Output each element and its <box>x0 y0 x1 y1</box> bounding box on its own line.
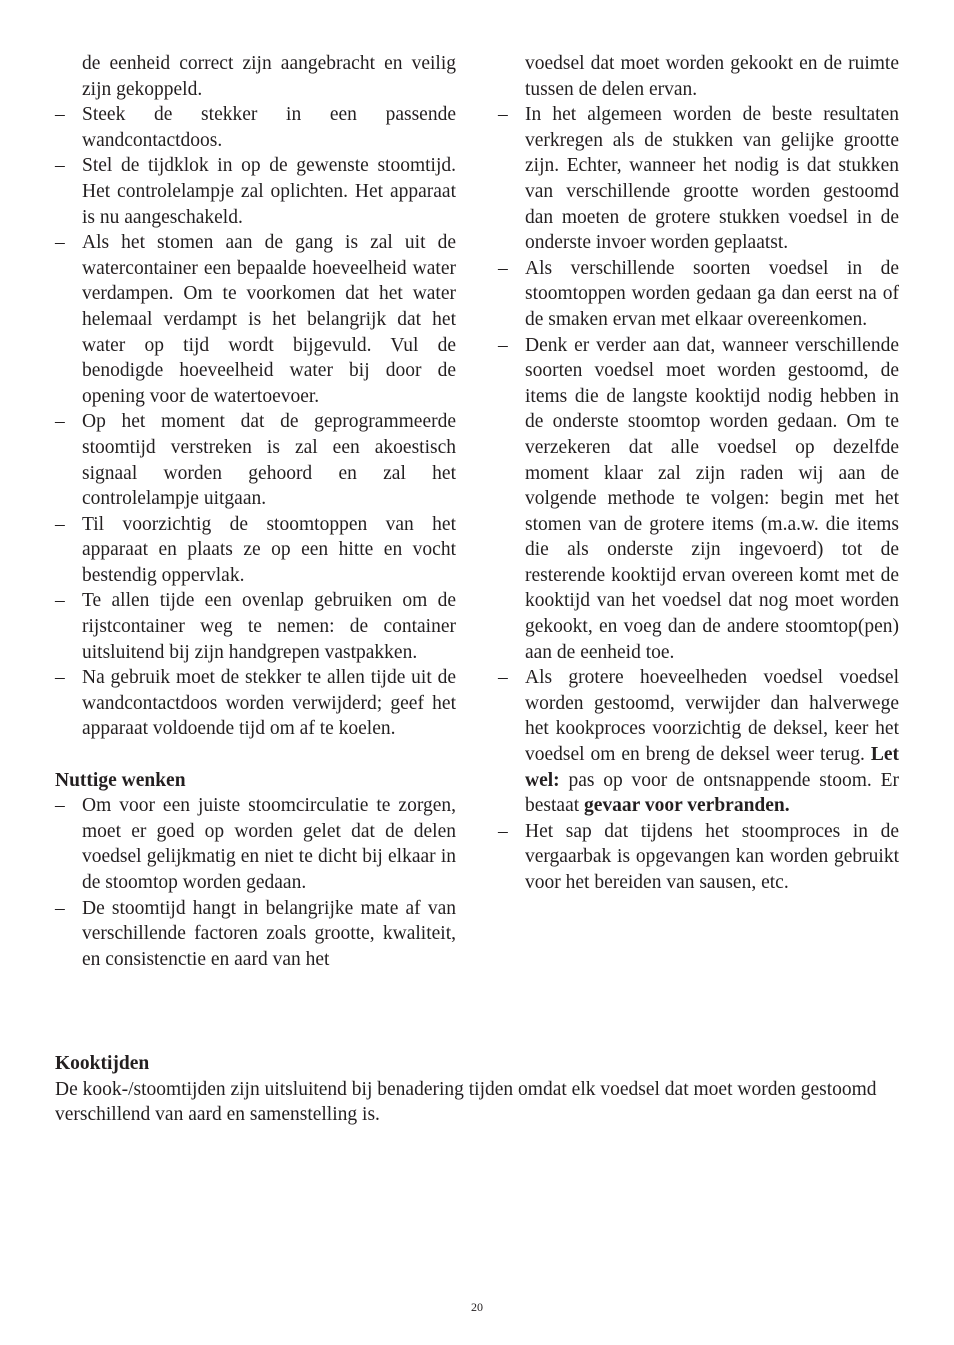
bullet-dash: – <box>498 334 508 356</box>
danger-warning: gevaar voor verbranden. <box>584 795 790 817</box>
list-item <box>55 665 456 742</box>
list-item-text: Op het moment dat de geprogrammeerde stoomtijd verstreken is zal een akoestisch signaal worden gehoord en zal het controlelampje uitgaan. <box>82 411 456 510</box>
list-item-text: Als verschillende soorten voedsel in de stoomtoppen worden gedaan ga dan eerst na of de smaken ervan met elkaar overeenkomen. <box>525 257 899 330</box>
list-item-text: Het sap dat tijdens het stoomproces in de vergaarbak is opgevangen kan worden gebruikt voor het bereiden van sausen, etc. <box>525 820 899 893</box>
list-item-text: pas op voor de ontsnappende stoom. Er bestaat <box>525 769 899 817</box>
list-item <box>55 588 456 665</box>
bullet-dash: – <box>55 590 65 612</box>
bullet-dash: – <box>498 257 508 279</box>
list-item <box>55 102 456 153</box>
list-item <box>55 409 456 511</box>
page-number: 20 <box>471 1300 483 1314</box>
list-item-text: Til voorzichtig de stoomtoppen van het apparaat en plaats ze op een hitte en vocht bestendig oppervlak. <box>82 513 456 586</box>
list-item <box>55 230 456 409</box>
bullet-dash: – <box>55 667 65 689</box>
list-item-text: De stoomtijd hangt in belangrijke mate af van verschillende factoren zoals grootte, kwaliteit, en consistenctie en aard van het <box>82 897 456 970</box>
list-item-text: Als het stomen aan de gang is zal uit de watercontainer een bepaalde hoeveelheid water verdampen. Om te voorkomen dat het water helemaal verdampt is het belangrijk dat het water op tijd wordt bijgevuld. Vul de benodigde hoeveelheid water bij door de opening voor de watertoevoer. <box>82 232 456 407</box>
list-item <box>55 153 456 230</box>
list-item-text: Na gebruik moet de stekker te allen tijde uit de wandcontactdoos worden verwijderd; geef het apparaat voldoende tijd om af te koelen. <box>82 667 456 740</box>
list-item-text: Steek de stekker in een passende wandcontactdoos. <box>82 104 456 151</box>
bullet-dash: – <box>55 897 65 919</box>
bullet-dash: – <box>498 820 508 842</box>
bullet-dash: – <box>55 411 65 433</box>
list-item-text: Te allen tijde een ovenlap gebruiken om de rijstcontainer weg te nemen: de container uitsluitend bij zijn handgrepen vastpakken. <box>82 590 456 663</box>
bullet-dash: – <box>55 513 65 535</box>
cooking-times-heading: Kooktijden <box>55 1053 150 1074</box>
tips-heading: Nuttige wenken <box>55 769 186 791</box>
continuation-text: voedsel dat moet worden gekookt en de ruimte tussen de delen ervan. <box>525 53 899 100</box>
list-item <box>498 819 899 896</box>
list-item <box>498 102 899 256</box>
warning-label: Let wel: <box>525 744 899 791</box>
list-item <box>498 256 899 333</box>
bullet-dash: – <box>55 232 65 254</box>
bullet-dash: – <box>55 795 65 817</box>
bullet-dash: – <box>55 155 65 177</box>
list-item-text: Om voor een juiste stoomcirculatie te zorgen, moet er goed op worden gelet dat de delen voedsel gelijkmatig en niet te dicht bij elkaar in de stoomtop worden gedaan. <box>82 795 456 893</box>
continuation-text: de eenheid correct zijn aangebracht en veilig zijn gekoppeld. <box>82 53 456 100</box>
list-item-steam-warning <box>498 665 899 819</box>
list-item <box>55 793 456 895</box>
list-item <box>55 512 456 589</box>
list-item-text: In het algemeen worden de beste resultaten verkregen als de stukken van gelijke grootte zijn. Echter, wanneer het nodig is dat stukken van verschillende grootte worden gestoomd dan moeten de grotere stukken voedsel in de onderste invoer worden geplaatst. <box>525 104 899 254</box>
bullet-dash: – <box>498 667 508 689</box>
right-column <box>498 51 899 896</box>
cooking-times-text: De kook-/stoomtijden zijn uitsluitend bij benadering tijden omdat elk voedsel dat moet worden gestoomd verschillend van aard en samenstelling is. <box>55 1078 877 1126</box>
cooking-times-section <box>55 1051 900 1128</box>
list-item <box>55 896 456 973</box>
list-item-text: Denk er verder aan dat, wanneer verschillende soorten voedsel moet worden gestoomd, de items die de langste kooktijd nodig hebben in de onderste stoomtop worden gedaan. Om te verzekeren dat alle voedsel op dezelfde moment klaar zal zijn raden wij aan de volgende methode te volgen: begin met het stomen van de grotere items (m.a.w. die items die als onderste zijn ingevoerd) tot de resterende kooktijd ervan overeen komt met de kooktijd van het voedsel dat nog moet worden gekookt, en voeg dan de andere stoomtop(pen) aan de eenheid toe. <box>525 334 899 663</box>
list-item <box>498 333 899 666</box>
list-item-text: Stel de tijdklok in op de gewenste stoomtijd. Het controlelampje zal oplichten. Het apparaat is nu aangeschakeld. <box>82 155 456 228</box>
left-column <box>55 51 456 972</box>
list-item-text: Als grotere hoeveelheden voedsel voedsel worden gestoomd, verwijder dan halverwege het kookproces voorzichtig de deksel, keer het voedsel om en breng de deksel weer terug. <box>525 667 899 766</box>
bullet-dash: – <box>498 104 508 126</box>
bullet-dash: – <box>55 104 65 126</box>
